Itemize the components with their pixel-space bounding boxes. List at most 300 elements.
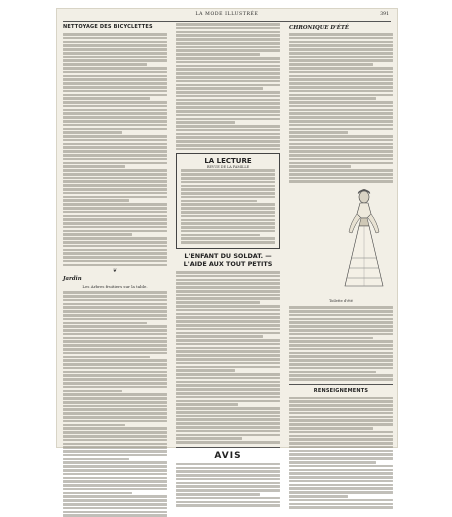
text-line bbox=[63, 143, 167, 146]
text-line bbox=[181, 230, 275, 233]
text-line bbox=[181, 203, 275, 206]
text-line bbox=[63, 461, 167, 464]
text-line bbox=[176, 320, 280, 323]
text-line bbox=[63, 397, 167, 400]
text-line bbox=[289, 86, 393, 89]
text-line bbox=[63, 344, 167, 347]
text-line bbox=[289, 400, 393, 403]
text-line bbox=[63, 306, 167, 309]
text-line bbox=[289, 124, 393, 127]
section-heading-jardin: Jardin bbox=[63, 276, 82, 283]
text-line bbox=[289, 329, 393, 332]
text-line bbox=[63, 352, 167, 355]
text-line bbox=[63, 378, 167, 381]
text-line bbox=[63, 329, 167, 332]
lecture-contents bbox=[181, 169, 275, 243]
text-line bbox=[289, 431, 393, 434]
text-line bbox=[63, 252, 167, 255]
text-line bbox=[63, 222, 167, 225]
text-line bbox=[289, 480, 393, 483]
text-line bbox=[176, 129, 280, 132]
text-line bbox=[176, 297, 280, 300]
article-title-enfant-soldat: L'ENFANT DU SOLDAT. — L'AIDE AUX TOUT PETITS bbox=[183, 252, 273, 268]
text-line bbox=[63, 322, 147, 325]
text-line bbox=[63, 71, 167, 74]
text-line bbox=[289, 318, 393, 321]
text-line bbox=[176, 140, 280, 143]
text-line bbox=[289, 416, 393, 419]
text-line bbox=[176, 332, 280, 335]
text-line bbox=[63, 416, 167, 419]
text-line bbox=[63, 215, 167, 218]
text-line bbox=[63, 325, 167, 328]
text-line bbox=[63, 473, 167, 476]
text-line bbox=[176, 286, 280, 289]
text-line bbox=[289, 63, 373, 66]
text-line bbox=[63, 469, 167, 472]
text-line bbox=[63, 199, 129, 202]
text-line bbox=[63, 492, 132, 495]
text-line bbox=[63, 97, 150, 100]
text-line bbox=[181, 237, 275, 240]
text-line bbox=[176, 463, 280, 466]
text-line bbox=[289, 435, 393, 438]
text-line bbox=[176, 422, 280, 425]
text-line bbox=[176, 294, 280, 297]
text-line bbox=[176, 68, 280, 71]
text-line bbox=[181, 219, 275, 222]
text-line bbox=[289, 173, 393, 176]
text-line bbox=[176, 46, 280, 49]
text-line bbox=[289, 105, 393, 108]
text-line bbox=[289, 71, 393, 74]
text-line bbox=[176, 354, 280, 357]
text-line bbox=[176, 31, 280, 34]
text-line bbox=[63, 105, 167, 108]
text-line bbox=[63, 150, 167, 153]
text-line bbox=[176, 501, 280, 504]
text-line bbox=[181, 215, 275, 218]
text-line bbox=[63, 363, 167, 366]
text-line bbox=[289, 109, 393, 112]
text-line bbox=[289, 442, 393, 445]
text-line bbox=[181, 181, 275, 184]
text-line bbox=[63, 446, 167, 449]
text-line bbox=[176, 489, 280, 492]
dress-illustration bbox=[333, 188, 391, 290]
text-line bbox=[176, 339, 280, 342]
text-line bbox=[289, 333, 393, 336]
text-line bbox=[63, 52, 167, 55]
text-line bbox=[289, 75, 393, 78]
text-line bbox=[289, 487, 393, 490]
text-line bbox=[63, 420, 167, 423]
text-line bbox=[63, 180, 167, 183]
text-line bbox=[176, 38, 280, 41]
text-line bbox=[63, 86, 167, 89]
text-line bbox=[289, 314, 393, 317]
text-line bbox=[289, 476, 393, 479]
text-line bbox=[181, 211, 275, 214]
text-line bbox=[63, 124, 167, 127]
text-line bbox=[63, 44, 167, 47]
text-line bbox=[63, 245, 167, 248]
text-line bbox=[289, 427, 373, 430]
text-line bbox=[63, 424, 125, 427]
text-line bbox=[63, 230, 167, 233]
text-line bbox=[181, 169, 275, 172]
section-rule bbox=[176, 447, 280, 448]
text-line bbox=[63, 480, 167, 483]
text-line bbox=[63, 303, 167, 306]
text-line bbox=[176, 27, 280, 30]
text-line bbox=[176, 106, 280, 109]
text-line bbox=[289, 325, 393, 328]
text-line bbox=[63, 408, 167, 411]
column-middle bbox=[176, 23, 280, 461]
text-line bbox=[176, 358, 280, 361]
text-line bbox=[176, 72, 280, 75]
text-line bbox=[176, 144, 280, 147]
article-body-continued bbox=[176, 23, 280, 150]
text-line bbox=[176, 49, 280, 52]
text-line bbox=[63, 158, 167, 161]
text-line bbox=[63, 207, 167, 210]
text-line bbox=[63, 112, 167, 115]
text-line bbox=[176, 470, 280, 473]
text-line bbox=[63, 82, 167, 85]
text-line bbox=[289, 101, 393, 104]
text-line bbox=[63, 412, 167, 415]
renseignements-body bbox=[289, 397, 393, 509]
text-line bbox=[63, 233, 132, 236]
text-line bbox=[289, 310, 393, 313]
text-line bbox=[63, 256, 167, 259]
text-line bbox=[289, 116, 393, 119]
text-line bbox=[176, 493, 260, 496]
text-line bbox=[181, 226, 275, 229]
text-line bbox=[289, 180, 393, 183]
text-line bbox=[63, 484, 167, 487]
avis-heading: AVIS bbox=[214, 450, 242, 461]
text-line bbox=[289, 438, 393, 441]
text-line bbox=[289, 56, 393, 59]
text-line bbox=[176, 80, 280, 83]
text-line bbox=[176, 114, 280, 117]
lecture-subtitle: REVUE DE LA FAMILLE bbox=[206, 165, 250, 170]
text-line bbox=[289, 33, 393, 36]
text-line bbox=[63, 48, 167, 51]
text-line bbox=[63, 177, 167, 180]
text-line bbox=[289, 146, 393, 149]
text-line bbox=[63, 507, 167, 510]
text-line bbox=[63, 443, 167, 446]
text-line bbox=[289, 340, 393, 343]
text-line bbox=[289, 419, 393, 422]
text-line bbox=[63, 333, 167, 336]
text-line bbox=[176, 400, 280, 403]
text-line bbox=[176, 309, 280, 312]
avis-body bbox=[176, 463, 280, 507]
text-line bbox=[176, 279, 280, 282]
text-line bbox=[176, 305, 280, 308]
article-heading-chronique: CHRONIQUE D'ÉTÉ bbox=[289, 25, 349, 31]
text-line bbox=[176, 384, 280, 387]
text-line bbox=[176, 415, 280, 418]
text-line bbox=[289, 495, 348, 498]
ornament-divider: ❦ bbox=[112, 268, 118, 275]
text-line bbox=[176, 474, 280, 477]
text-line bbox=[176, 301, 260, 304]
text-line bbox=[176, 418, 280, 421]
text-line bbox=[289, 67, 393, 70]
text-line bbox=[176, 99, 280, 102]
text-line bbox=[176, 290, 280, 293]
text-line bbox=[289, 506, 393, 509]
article-body-bicycles bbox=[63, 33, 167, 266]
text-line bbox=[176, 478, 280, 481]
text-line bbox=[289, 359, 393, 362]
text-line bbox=[289, 457, 393, 460]
text-line bbox=[63, 458, 129, 461]
text-line bbox=[63, 237, 167, 240]
text-line bbox=[289, 177, 393, 180]
text-line bbox=[289, 461, 376, 464]
text-line bbox=[289, 367, 393, 370]
text-line bbox=[63, 450, 167, 453]
text-line bbox=[181, 200, 257, 203]
text-line bbox=[176, 271, 280, 274]
text-line bbox=[289, 465, 393, 468]
column-left bbox=[63, 23, 167, 439]
text-line bbox=[63, 33, 167, 36]
text-line bbox=[289, 423, 393, 426]
text-line bbox=[63, 41, 167, 44]
article-body-chronique bbox=[289, 33, 393, 183]
text-line bbox=[289, 472, 393, 475]
text-line bbox=[176, 84, 280, 87]
text-line bbox=[176, 275, 280, 278]
text-line bbox=[63, 314, 167, 317]
text-line bbox=[63, 390, 122, 393]
text-line bbox=[63, 59, 167, 62]
text-line bbox=[63, 131, 122, 134]
text-line bbox=[63, 393, 167, 396]
text-line bbox=[181, 196, 275, 199]
text-line bbox=[63, 495, 167, 498]
text-line bbox=[176, 121, 235, 124]
text-line bbox=[63, 295, 167, 298]
text-line bbox=[63, 405, 167, 408]
text-line bbox=[63, 67, 167, 70]
text-line bbox=[176, 373, 280, 376]
text-line bbox=[176, 34, 280, 37]
text-line bbox=[176, 57, 280, 60]
text-line bbox=[289, 94, 393, 97]
text-line bbox=[181, 222, 275, 225]
text-line bbox=[176, 350, 280, 353]
text-line bbox=[63, 465, 167, 468]
section-subheading-arbres: Les Arbres fruitiers sur la table. bbox=[82, 284, 148, 290]
text-line bbox=[181, 185, 275, 188]
text-line bbox=[63, 367, 167, 370]
text-line bbox=[176, 377, 280, 380]
section-rule-right bbox=[289, 384, 393, 385]
text-line bbox=[63, 75, 167, 78]
text-line bbox=[63, 211, 167, 214]
text-line bbox=[289, 128, 393, 131]
text-line bbox=[289, 469, 393, 472]
text-line bbox=[176, 347, 280, 350]
text-line bbox=[63, 139, 167, 142]
text-line bbox=[176, 125, 280, 128]
text-line bbox=[176, 95, 280, 98]
text-line bbox=[289, 139, 393, 142]
text-line bbox=[63, 310, 167, 313]
text-line bbox=[289, 97, 376, 100]
text-line bbox=[63, 241, 167, 244]
text-line bbox=[176, 467, 280, 470]
text-line bbox=[63, 371, 167, 374]
text-line bbox=[176, 396, 280, 399]
text-line bbox=[289, 412, 393, 415]
journal-title: LA MODE ILLUSTRÉE bbox=[195, 12, 259, 17]
text-line bbox=[63, 299, 167, 302]
text-line bbox=[63, 359, 167, 362]
text-line bbox=[63, 56, 167, 59]
text-line bbox=[289, 162, 393, 165]
text-line bbox=[289, 337, 373, 340]
text-line bbox=[63, 439, 167, 442]
text-line bbox=[289, 59, 393, 62]
text-line bbox=[176, 497, 280, 500]
text-line bbox=[63, 499, 167, 502]
text-line bbox=[289, 82, 393, 85]
text-line bbox=[63, 78, 167, 81]
text-line bbox=[176, 430, 280, 433]
text-line bbox=[63, 477, 167, 480]
text-line bbox=[289, 371, 376, 374]
text-line bbox=[176, 437, 242, 440]
text-line bbox=[63, 116, 167, 119]
text-line bbox=[176, 403, 238, 406]
text-line bbox=[63, 226, 167, 229]
text-line bbox=[63, 264, 167, 267]
text-line bbox=[289, 78, 393, 81]
text-line bbox=[63, 386, 167, 389]
text-line bbox=[63, 101, 167, 104]
text-line bbox=[63, 109, 167, 112]
text-line bbox=[289, 44, 393, 47]
text-line bbox=[63, 203, 167, 206]
text-line bbox=[289, 499, 393, 502]
text-line bbox=[289, 158, 393, 161]
text-line bbox=[63, 382, 167, 385]
text-line bbox=[181, 192, 275, 195]
text-line bbox=[63, 431, 167, 434]
text-line bbox=[176, 407, 280, 410]
text-line bbox=[289, 143, 393, 146]
text-line bbox=[176, 136, 280, 139]
text-line bbox=[63, 454, 167, 457]
text-line bbox=[63, 120, 167, 123]
text-line bbox=[63, 435, 167, 438]
page-number: 391 bbox=[380, 12, 389, 17]
text-line bbox=[181, 188, 275, 191]
text-line bbox=[176, 133, 280, 136]
text-line bbox=[289, 135, 393, 138]
text-line bbox=[63, 401, 167, 404]
text-line bbox=[63, 90, 167, 93]
text-line bbox=[289, 404, 393, 407]
text-line bbox=[289, 169, 393, 172]
article-body-chronique-2 bbox=[289, 306, 393, 380]
text-line bbox=[176, 313, 280, 316]
page-header bbox=[63, 11, 391, 22]
text-line bbox=[63, 374, 167, 377]
text-line bbox=[176, 411, 280, 414]
text-line bbox=[176, 441, 280, 444]
text-line bbox=[176, 482, 280, 485]
text-line bbox=[176, 316, 280, 319]
text-line bbox=[289, 321, 393, 324]
text-line bbox=[289, 344, 393, 347]
text-line bbox=[63, 94, 167, 97]
text-line bbox=[63, 154, 167, 157]
lecture-advert-box bbox=[176, 153, 280, 249]
column-right bbox=[289, 23, 393, 439]
text-line bbox=[181, 177, 275, 180]
text-line bbox=[289, 363, 393, 366]
text-line bbox=[63, 427, 167, 430]
text-line bbox=[289, 450, 393, 453]
text-line bbox=[176, 328, 280, 331]
text-line bbox=[63, 63, 147, 66]
text-line bbox=[63, 128, 167, 131]
text-line bbox=[289, 352, 393, 355]
text-line bbox=[289, 165, 351, 168]
text-line bbox=[63, 348, 167, 351]
text-line bbox=[176, 504, 280, 507]
text-line bbox=[63, 196, 167, 199]
text-line bbox=[176, 485, 280, 488]
text-line bbox=[289, 397, 393, 400]
text-line bbox=[289, 150, 393, 153]
text-line bbox=[63, 488, 167, 491]
text-line bbox=[63, 260, 167, 263]
text-line bbox=[176, 343, 280, 346]
text-line bbox=[289, 408, 393, 411]
text-line bbox=[176, 324, 280, 327]
text-line bbox=[63, 165, 125, 168]
text-line bbox=[289, 120, 393, 123]
text-line bbox=[289, 484, 393, 487]
text-line bbox=[289, 503, 393, 506]
text-line bbox=[176, 369, 235, 372]
text-line bbox=[63, 37, 167, 40]
article-heading-bicycles: NETTOYAGE DES BICYCLETTES bbox=[63, 24, 153, 30]
text-line bbox=[63, 188, 167, 191]
text-line bbox=[176, 381, 280, 384]
section-heading-renseignements: RENSEIGNEMENTS bbox=[313, 387, 369, 394]
text-line bbox=[289, 306, 393, 309]
article-body-jardin bbox=[63, 291, 167, 517]
text-line bbox=[176, 118, 280, 121]
text-line bbox=[176, 434, 280, 437]
text-line bbox=[176, 335, 263, 338]
text-line bbox=[289, 90, 393, 93]
text-line bbox=[176, 388, 280, 391]
